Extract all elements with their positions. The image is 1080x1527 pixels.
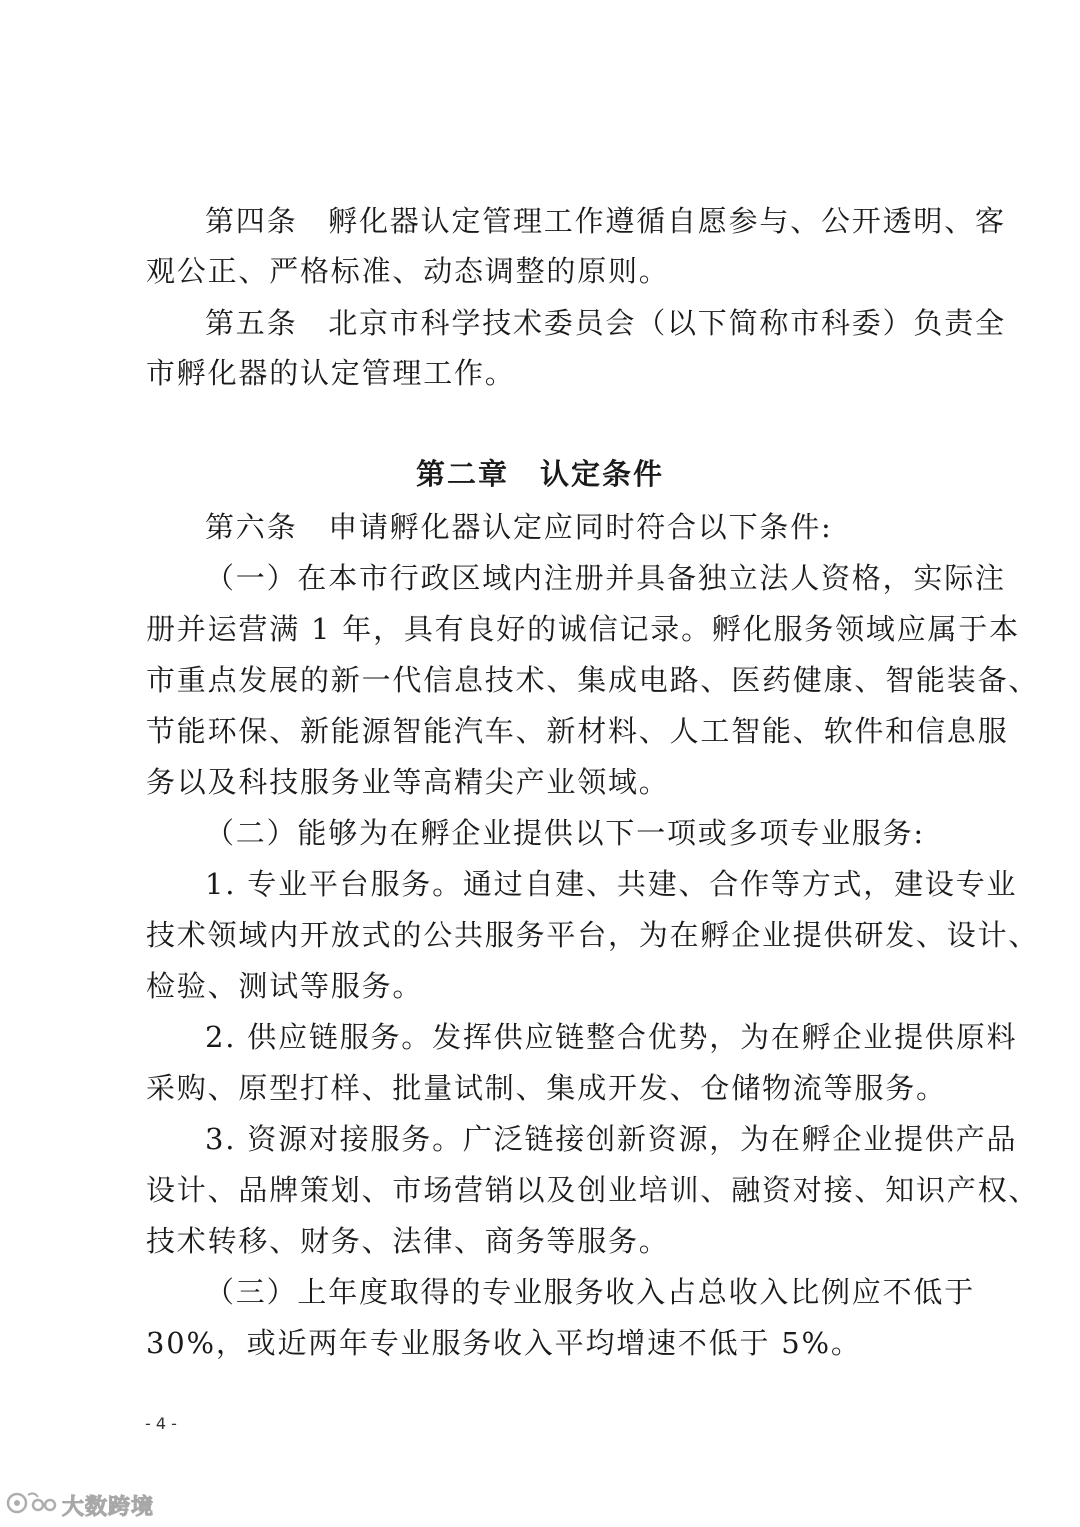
watermark-logo-icon bbox=[6, 1489, 58, 1521]
article-6-line-1: 第六条 申请孵化器认定应同时符合以下条件: bbox=[205, 510, 833, 544]
service-1-line-3: 检验、测试等服务。 bbox=[146, 969, 424, 1003]
article-4-line-2: 观公正、严格标准、动态调整的原则。 bbox=[146, 254, 670, 288]
item-3-line-2: 30%，或近两年专业服务收入平均增速不低于 5%。 bbox=[146, 1326, 862, 1360]
service-3-line-2: 设计、品牌策划、市场营销以及创业培训、融资对接、知识产权、 bbox=[146, 1173, 1040, 1207]
service-2-line-2: 采购、原型打样、批量试制、集成开发、仓储物流等服务。 bbox=[146, 1071, 947, 1105]
article-5-line-2: 市孵化器的认定管理工作。 bbox=[146, 356, 516, 390]
item-1-line-3: 市重点发展的新一代信息技术、集成电路、医药健康、智能装备、 bbox=[146, 663, 1040, 697]
page-number: - 4 - bbox=[145, 1414, 177, 1433]
watermark-text: 大数跨境 bbox=[62, 1494, 155, 1520]
service-3-line-1: 3. 资源对接服务。广泛链接创新资源，为在孵企业提供产品 bbox=[205, 1122, 1018, 1156]
item-1-line-2: 册并运营满 1 年，具有良好的诚信记录。孵化服务领域应属于本 bbox=[146, 612, 1020, 646]
service-2-line-1: 2. 供应链服务。发挥供应链整合优势，为在孵企业提供原料 bbox=[205, 1020, 1018, 1054]
service-1-line-2: 技术领域内开放式的公共服务平台，为在孵企业提供研发、设计、 bbox=[146, 918, 1040, 952]
service-3-line-3: 技术转移、财务、法律、商务等服务。 bbox=[146, 1224, 670, 1258]
watermark bbox=[6, 1490, 154, 1520]
chapter-heading: 第二章 认定条件 bbox=[415, 457, 664, 491]
article-5-line-1: 第五条 北京市科学技术委员会（以下简称市科委）负责全 bbox=[205, 306, 1006, 340]
item-2-line-1: （二）能够为在孵企业提供以下一项或多项专业服务: bbox=[205, 816, 925, 850]
item-1-line-5: 务以及科技服务业等高精尖产业领域。 bbox=[146, 765, 670, 799]
item-1-line-1: （一）在本市行政区域内注册并具备独立法人资格，实际注 bbox=[205, 561, 1006, 595]
article-4-line-1: 第四条 孵化器认定管理工作遵循自愿参与、公开透明、客 bbox=[205, 204, 1006, 238]
item-3-line-1: （三）上年度取得的专业服务收入占总收入比例应不低于 bbox=[205, 1275, 976, 1309]
service-1-line-1: 1. 专业平台服务。通过自建、共建、合作等方式，建设专业 bbox=[205, 867, 1018, 901]
item-1-line-4: 节能环保、新能源智能汽车、新材料、人工智能、软件和信息服 bbox=[146, 714, 1009, 748]
